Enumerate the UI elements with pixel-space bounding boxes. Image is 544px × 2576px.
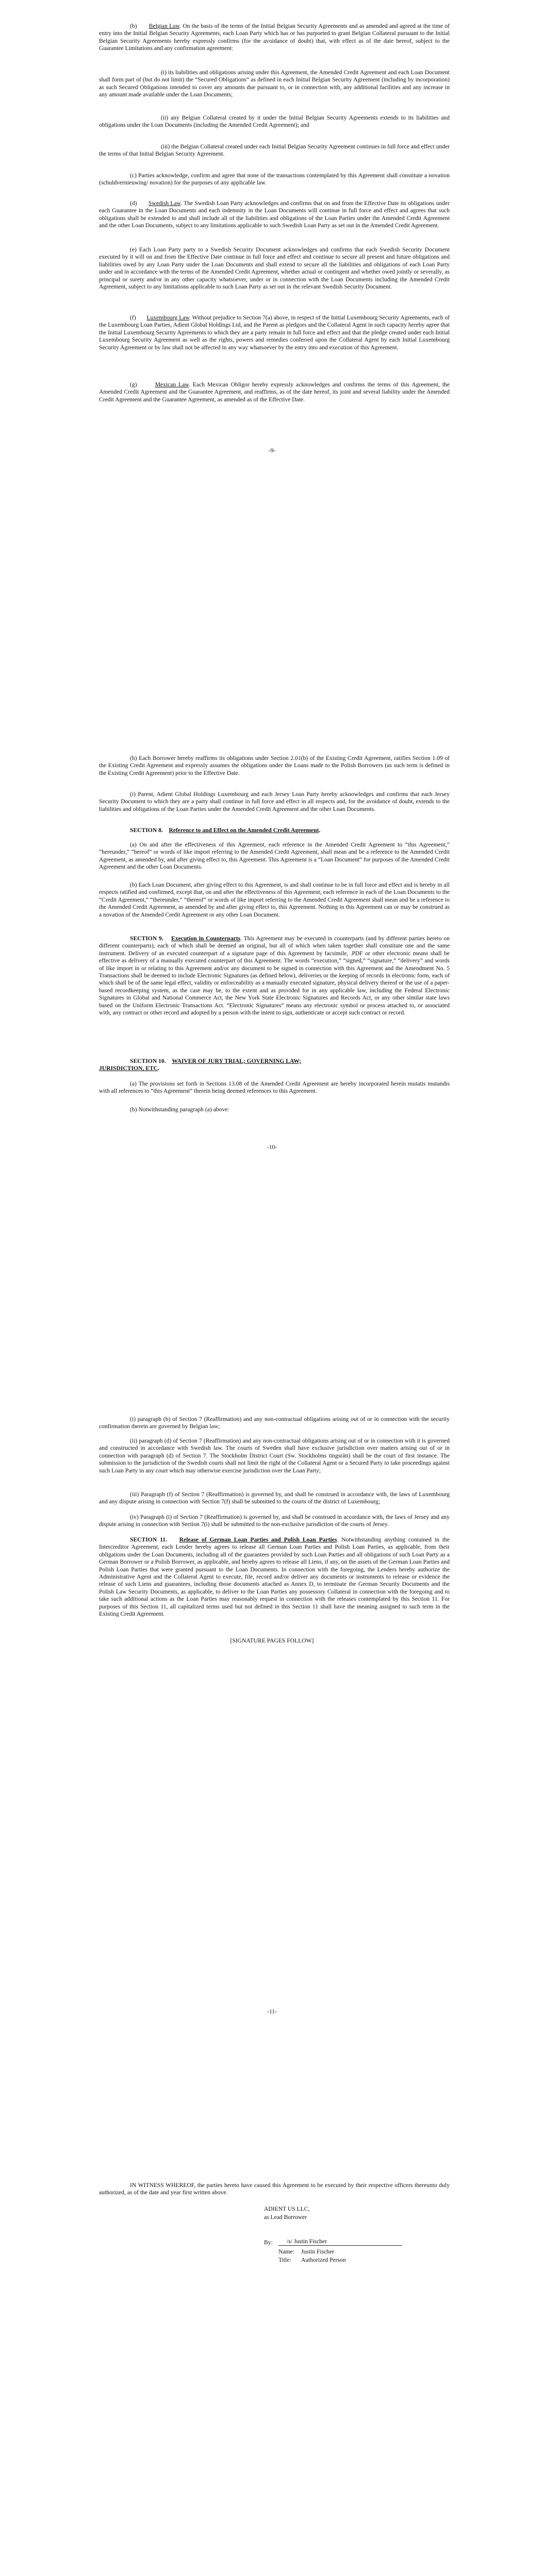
page-number: -11- — [267, 2008, 277, 2015]
name-value: Justin Fischer — [301, 2248, 335, 2255]
section-10b: (b) Notwithstanding paragraph (a) above: — [130, 1106, 229, 1113]
signature-line — [278, 2238, 402, 2246]
section-8-heading: SECTION 8. Reference to and Effect on the Amended Credit Agreement. — [130, 827, 321, 834]
by-label: By: — [264, 2239, 273, 2246]
section-10-heading: SECTION 10. WAIVER OF JURY TRIAL; GOVERNING LAW; JURISDICTION, ETC. — [99, 1058, 301, 1072]
name-label: Name: — [278, 2248, 294, 2255]
page-11 — [0, 1406, 544, 2110]
section-10b-ii: (ii) paragraph (d) of Section 7 (Reaffirmation) and any non-contractual obligations arising out of or in connection with it is governed and constructed in accordance with Swedish law. The courts of Sweden shall have exclusive jurisdiction over matters arising out of or in connection with paragraph (d) of Section 7. The Stockholm District Court (Sw. Stockholms tingsrätt) shall be the court of first instance. The submission to the jurisdiction of the Swedish courts shall not limit the right of the Collateral Agent or a Secured Party to take proceedings against such Loan Party in any court which may otherwise exercise jurisdiction over the Loan Party; — [99, 1437, 450, 1474]
section-7b-iii: (iii) the Belgian Collateral created under each Initial Belgian Security Agreement continues in full force and effect under the terms of that Initial Belgian Security Agreement. — [99, 143, 450, 158]
section-7b-ii: (ii) any Belgian Collateral created by it under the Initial Belgian Security Agreements extends to its liabilities and obligations under the Loan Documents (including the Amended Credit Agreement); and — [99, 114, 450, 129]
page-number: -9- — [268, 447, 276, 454]
section-7c: (c) Parties acknowledge, confirm and agree that none of the transactions contemplated by this Agreement shall constitute a novation (schuldvernieuwing/ novation) for the purposes of any applicable law. — [99, 172, 450, 187]
section-7i: (i) Parent, Adient Global Holdings Luxembourg and each Jersey Loan Party hereby acknowledges and confirms that each Jersey Security Document to which they are a party shall continue in full force and effect in all respects and, for the avoidance of doubt, extends to the liabilities and obligations of the Loan Parties under the Amended Credit Agreement and the other Loan Documents. — [99, 791, 450, 812]
section-7e: (e) Each Loan Party party to a Swedish Security Document acknowledges and confirms that each Swedish Security Document executed by it will on and from the Effective Date continue in full force and effect and continue to secure all present and future obligations and liabilities owed by any Loan Party under the Loan Documents and shall extend to secure all the liabilities and obligations of each Loan Party under and in accordance with the terms of the Amended Credit Agreement, whether actual or contingent and whether owed jointly or severally, as principal or surety and/or in any other capacity whatsoever, under or in connection with the Loan Documents including the Amended Credit Agreement, subject to any limitations applicable to such Loan Party as set out in the relevant Swedish Security Document. — [99, 246, 450, 291]
section-7b: (b) Belgian Law. On the basis of the terms of the Initial Belgian Security Agreements and as amended and agreed at the time of entry into the Initial Belgian Security Agreements, each Loan Party which has or has purported to grant Belgian Collateral pursuant to the Initial Belgian Security Agreements hereby expressly confirms (for the avoidance of doubt) that, with effect as of the date hereof, subject to the Guarantee Limitations and any confirmation agreement: — [99, 23, 450, 52]
section-7g: (g) Mexican Law. Each Mexican Obligor hereby expressly acknowledges and confirms the terms of this Agreement, the Amended Credit Agreement and the Guarantee Agreement, and reaffirms, as of the date hereof, its joint and several liability under the Amended Credit Agreement and the Guarantee Agreement, as amended as of the Effective Date. — [99, 381, 450, 403]
page-9 — [0, 0, 544, 703]
section-7f: (f) Luxembourg Law. Without prejudice to Section 7(a) above, in respect of the Initial Luxembourg Security Agreements, each of the Luxembourg Loan Parties, Adient Global Holdings Ltd, and the Parent as pledgors and the Collateral Agent in such capacity hereby agree that the Initial Luxembourg Security Agreements to which they are a party remain in full force and effect and that the pledge created under each Initial Luxembourg Security Agreement as well as the rights, powers and remedies conferred upon the Collateral Agent by each Initial Luxembourg Security Agreement or by law shall not be affected in any way whatsoever by the entry into and execution of this Agreement. — [99, 314, 450, 351]
signatory-role: as Lead Borrower — [264, 2214, 307, 2221]
page-10 — [0, 703, 544, 1406]
signature-pages-follow: [SIGNATURE PAGES FOLLOW] — [230, 1637, 314, 1644]
section-10b-i: (i) paragraph (b) of Section 7 (Reaffirmation) and any non-contractual obligations arising out of or in connection with the security confirmation therein are governed by Belgian law; — [99, 1416, 450, 1430]
signature: /s/ Justin Fischer — [287, 2238, 327, 2245]
section-7d: (d) Swedish Law. The Swedish Loan Party acknowledges and confirms that on and from the Effective Date its obligations under each Guarantee in the Loan Documents and each indemnity in the Loan Documents will continue in full force and effect and agrees that such obligations shall be extended to and shall include all of the liabilities and obligations of the Loan Parties under the Amended Credit Agreement and the other Loan Documents, subject to any limitations applicable to such Swedish Loan Party as set out in the Amended Credit Agreement. — [99, 200, 450, 229]
section-9: SECTION 9. Execution in Counterparts. This Agreement may be executed in counterparts (and by different parties hereto on different counterparts), each of which shall be deemed an original, but all of which when taken together shall constitute one and the same instrument. Delivery of an executed counterpart of a signature page of this Agreement by facsimile, .PDF or other electronic means shall be effective as delivery of a manually executed counterpart of this Agreement. The words “execution,” “signed,” “signature,” “delivery” and words of like import in or relating to this Agreement and/or any document to be signed in connection with this Agreement and the Amendment No. 5 Transactions shall be deemed to include Electronic Signatures (as defined below), deliveries or the keeping of records in electronic form, each of which shall be of the same legal effect, validity or enforceability as a manually executed signature, physical delivery thereof or the use of a paper-based recordkeeping system, as the case may be, to the extent and as provided for in any applicable law, including the Federal Electronic Signatures in Global and National Commerce Act, the New York State Electronic Signatures and Records Act, or any other similar state laws based on the Uniform Electronic Transactions Act. “Electronic Signatures” means any electronic symbol or process attached to, or associated with, any contract or other record and adopted by a person with the intent to sign, authenticate or accept such contract or record. — [99, 935, 450, 1016]
section-10b-iii: (iii) Paragraph (f) of Section 7 (Reaffirmation) is governed by, and shall be construed in accordance with, the laws of Luxembourg and any dispute arising in connection with Section 7(f) shall be submitted to the courts of the district of Luxembourg; — [99, 1491, 450, 1505]
page-number: -10- — [267, 1144, 277, 1150]
signatory-company: ADIENT US LLC, — [264, 2206, 310, 2212]
title-value: Authorized Person — [301, 2257, 346, 2263]
section-7h: (h) Each Borrower hereby reaffirms its obligations under Section 2.01(b) of the Existing Credit Agreement, ratifies Section 1.09 of the Existing Credit Agreement and expressly assumes the obligations under the Loans made to the Polish Borrowers (as such term is defined in the Existing Credit Agreement) prior to the Effective Date. — [99, 755, 450, 776]
section-7b-i: (i) its liabilities and obligations arising under this Agreement, the Amended Credit Agreement and each Loan Document shall form part of (but do not limit) the “Secured Obligations” as defined in each Initial Belgian Security Agreement (including by incorporation) as such Secured Obligations intended to cover any amounts due pursuant to, or in connection with, any additional facilities and any increase in any amount made available under the Loan Documents; — [99, 69, 450, 98]
section-10a: (a) The provisions set forth in Sections 13.08 of the Amended Credit Agreement are hereby incorporated herein mutatis mutandis with all references to “this Agreement” therein being deemed references to this Agreement. — [99, 1080, 450, 1095]
witness-clause: IN WITNESS WHEREOF, the parties hereto have caused this Agreement to be executed by their respective officers thereunto duly authorized, as of the date and year first written above. — [99, 2182, 450, 2196]
section-8a: (a) On and after the effectiveness of this Agreement, each reference in the Amended Credit Agreement to “this Agreement,” “hereunder,” “hereof” or words of like import referring to the Amended Credit Agreement, shall mean and be a reference to the Amended Credit Agreement, as amended by, and after giving effect to, this Agreement. This Agreement is a “Loan Document” for purposes of the Amended Credit Agreement and the other Loan Documents. — [99, 841, 450, 871]
section-11: SECTION 11. Release of German Loan Parties and Polish Loan Parties. Notwithstanding anything contained in the Intercreditor Agreement, each Lender hereby agrees to release all German Loan Parties and Polish Loan Parties, as applicable, from their obligations under the Loan Documents, including all of the guarantees provided by such Loan Parties and all obligations of such Loan Party as a German Borrower or a Polish Borrower, as applicable, and hereby agrees to release all Liens, if any, on the assets of the German Loan Parties and Polish Loan Parties that were granted pursuant to the Loan Documents. In connection with the foregoing, the Lenders hereby authorize the Administrative Agent and the Collateral Agent to execute, file, record and/or deliver any documents or instruments to release or evidence the release of such Liens and guarantees, including those documents attached as Annex D, to terminate the German Security Documents and the Polish Law Security Documents, as applicable, to deliver to the Loan Parties any possessory Collateral in connection with the foregoing and to take such additional actions as the Loan Parties may reasonably request in connection with the releases contemplated by this Section 11. For purposes of this Section 11, all capitalized terms used but not defined in this Section 11 shall have the meaning assigned to such term in the Existing Credit Agreement. — [99, 1536, 450, 1618]
title-label: Title: — [278, 2257, 291, 2263]
section-8b: (b) Each Loan Document, after giving effect to this Agreement, is and shall continue to be in full force and effect and is hereby in all respects ratified and confirmed, except that, on and after the effectiveness of this Agreement, each reference in each of the Loan Documents to the “Credit Agreement,” “thereunder,” “thereof” or words of like import referring to the Amended Credit Agreement shall mean and be a reference to the Amended Credit Agreement, as amended by and after giving effect to, this Agreement. Nothing in this Agreement can or may be construed as a novation of the Amended Credit Agreement or any other Loan Document. — [99, 882, 450, 918]
signature-page — [0, 2110, 544, 2576]
section-10b-iv: (iv) Paragraph (i) of Section 7 (Reaffirmation) is governed by, and shall be construed in accordance with, the laws of Jersey and any dispute arising in connection with Section 7(i) shall be submitted to the non-exclusive jurisdiction of the courts of Jersey. — [99, 1514, 450, 1528]
